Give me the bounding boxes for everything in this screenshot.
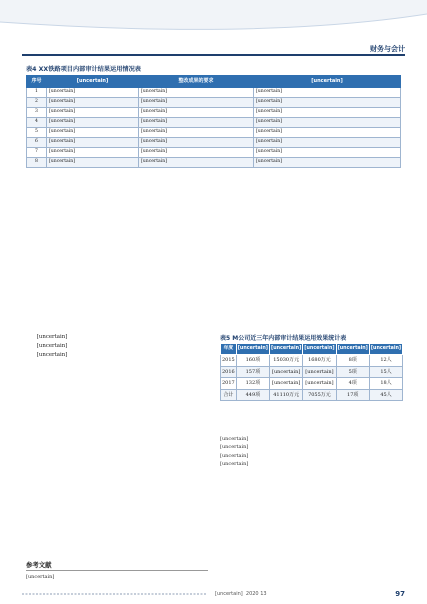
table5-cell: 1680万元 [303,355,336,367]
table4-cell-a: [uncertain] [47,137,139,147]
table4-row [27,147,401,157]
table4-header-c: [uncertain] [254,76,401,88]
table5-cell: 15030万元 [270,355,303,367]
reference-item: [uncertain] [220,436,249,442]
table5-cell: 7055万元 [303,389,336,401]
table4-cell-b: [uncertain] [139,157,254,167]
table4-row [27,137,401,147]
table4-cell-c: [uncertain] [254,87,401,97]
table4-cell-c: [uncertain] [254,157,401,167]
table5-cell: 5项 [336,366,369,378]
table4-header-a: [uncertain] [47,76,139,88]
table4-cell-no: 6 [27,137,47,147]
table4-row [27,97,401,107]
table5-cell: 41110万元 [270,389,303,401]
references-title: 参考文献 [26,561,52,569]
footer-ticks-decoration [22,593,207,595]
table4-cell-b: [uncertain] [139,107,254,117]
table5-cell: 132项 [236,378,269,390]
table5-row-total [221,389,403,401]
header-decoration [0,0,427,38]
table5-title: 表5 M公司近三年内部审计结果运用效果统计表 [220,335,347,342]
page-number: 97 [395,590,405,598]
table5-cell: 15人 [369,366,402,378]
table4-header-b: 整改成果的要求 [139,76,254,88]
reference-item: [uncertain] [220,452,249,459]
table4-row [27,117,401,127]
footer-journal [215,591,267,597]
table4-cell-c: [uncertain] [254,127,401,137]
table5-row [221,355,403,367]
table5-cell: [uncertain] [270,366,303,378]
table5-header-year: 年度 [221,344,237,355]
table4-title: 表4 XX铁路项目内部审计结果运用情况表 [26,66,141,73]
table4-cell-b: [uncertain] [139,117,254,127]
table5-cell: 12人 [369,355,402,367]
table4-row [27,107,401,117]
table5-cell: 2015 [221,355,237,367]
table4-cell-c: [uncertain] [254,117,401,127]
table4-cell-no: 3 [27,107,47,117]
body-paragraph: [uncertain] [36,342,68,349]
table4-cell-no: 5 [27,127,47,137]
footer-journal-name: [uncertain] [215,591,243,597]
table4-row [27,87,401,97]
table4-row [27,127,401,137]
table4-cell-a: [uncertain] [47,87,139,97]
reference-item: [uncertain] [220,444,249,451]
table5-cell: 2016 [221,366,237,378]
table5-header-policies: [uncertain] [336,344,369,355]
table5-cell: [uncertain] [270,378,303,390]
table4-cell-b: [uncertain] [139,147,254,157]
table4-cell-a: [uncertain] [47,97,139,107]
table5-cell: 45人 [369,389,402,401]
table4-header-no: 序号 [27,76,47,88]
page-footer [0,588,427,600]
table4 [26,75,401,168]
table4-cell-b: [uncertain] [139,137,254,147]
body-left-column [26,333,208,359]
table4-row [27,157,401,167]
table4-cell-c: [uncertain] [254,137,401,147]
table4-cell-b: [uncertain] [139,127,254,137]
table5-cell: 157项 [236,366,269,378]
header-rule [22,54,405,56]
table4-cell-no: 1 [27,87,47,97]
table5 [220,343,403,401]
table5-row [221,378,403,390]
table4-cell-c: [uncertain] [254,97,401,107]
table4-cell-c: [uncertain] [254,107,401,117]
table5-cell: 18人 [369,378,402,390]
table5-cell: 8项 [336,355,369,367]
table4-cell-no: 4 [27,117,47,127]
reference-item: [uncertain] [220,460,249,467]
table4-cell-b: [uncertain] [139,97,254,107]
body-paragraph: [uncertain] [36,334,68,340]
table5-row [221,366,403,378]
table4-cell-no: 2 [27,97,47,107]
table4-cell-b: [uncertain] [139,87,254,97]
footer-issue: 2020 13 [245,591,267,597]
table5-header-amount: [uncertain] [270,344,303,355]
table4-cell-a: [uncertain] [47,107,139,117]
table5-header-issues: [uncertain] [236,344,269,355]
table5-header-people: [uncertain] [369,344,402,355]
table5-cell: 4项 [336,378,369,390]
table4-cell-a: [uncertain] [47,127,139,137]
table5-cell: 160项 [236,355,269,367]
table4-cell-no: 7 [27,147,47,157]
references-rule [26,570,208,571]
table4-cell-a: [uncertain] [47,117,139,127]
table4-cell-no: 8 [27,157,47,167]
header-arc-graphic [0,0,427,38]
table5-cell: 449项 [236,389,269,401]
references-right-column [220,436,402,469]
table4-header-row [27,76,401,88]
table5-header-row [221,344,403,355]
running-head: 财务与会计 [370,45,405,53]
table5-cell: [uncertain] [303,378,336,390]
table5-cell: 2017 [221,378,237,390]
author-affiliation: [uncertain] [36,351,68,358]
table4-cell-c: [uncertain] [254,147,401,157]
table4-cell-a: [uncertain] [47,157,139,167]
table5-cell: [uncertain] [303,366,336,378]
table5-cell: 合计 [221,389,237,401]
table4-cell-a: [uncertain] [47,147,139,157]
table5-cell: 17项 [336,389,369,401]
table5-header-saved: [uncertain] [303,344,336,355]
reference-item-1: [uncertain] [26,574,55,580]
